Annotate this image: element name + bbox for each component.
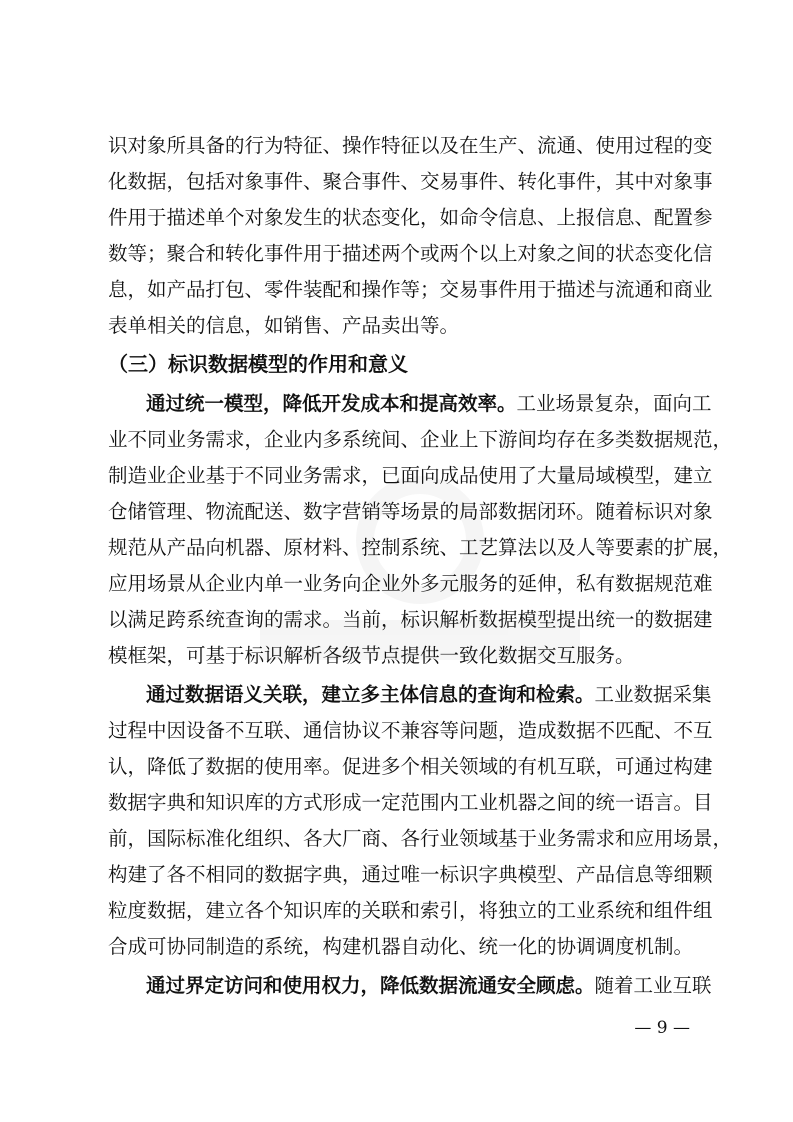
paragraph-lead: 通过统一模型，降低开发成本和提高效率。 bbox=[146, 392, 517, 415]
body-line: 构建了各不相同的数据字典，通过唯一标识字典模型、产品信息等细颗 bbox=[108, 863, 713, 886]
body-line: 认，降低了数据的使用率。促进多个相关领域的有机互联，可通过构建 bbox=[108, 755, 713, 778]
page-number: — 9 — bbox=[634, 1018, 690, 1038]
body-line: 业不同业务需求，企业内多系统间、企业上下游间均存在多类数据规范， bbox=[108, 428, 733, 451]
paragraph-text: 工业场景复杂，面向工 bbox=[516, 392, 712, 415]
body-line: 数据字典和知识库的方式形成一定范围内工业机器之间的统一语言。目 bbox=[108, 791, 713, 814]
body-line: 数等；聚合和转化事件用于描述两个或两个以上对象之间的状态变化信 bbox=[108, 242, 713, 265]
body-line: 制造业企业基于不同业务需求，已面向成品使用了大量局域模型，建立 bbox=[108, 464, 713, 487]
body-line: 合成可协同制造的系统，构建机器自动化、统一化的协调调度机制。 bbox=[108, 935, 694, 958]
paragraph-text: 工业数据采集 bbox=[594, 683, 712, 706]
body-line: 件用于描述单个对象发生的状态变化，如命令信息、上报信息、配置参 bbox=[108, 206, 713, 229]
body-line: 化数据，包括对象事件、聚合事件、交易事件、转化事件，其中对象事 bbox=[108, 170, 713, 193]
body-line: 前，国际标准化组织、各大厂商、各行业领域基于业务需求和应用场景， bbox=[108, 827, 733, 850]
body-line: 表单相关的信息，如销售、产品卖出等。 bbox=[108, 314, 460, 337]
body-line: 粒度数据，建立各个知识库的关联和索引，将独立的工业系统和组件组 bbox=[108, 899, 713, 922]
paragraph-lead: 通过界定访问和使用权力，降低数据流通安全顾虑。 bbox=[146, 974, 595, 997]
paragraph-first-line bbox=[146, 386, 712, 422]
body-line: 模框架，可基于标识解析各级节点提供一致化数据交互服务。 bbox=[108, 644, 635, 667]
body-line: 仓储管理、物流配送、数字营销等场景的局部数据闭环。随着标识对象 bbox=[108, 500, 713, 523]
body-line: 规范从产品向机器、原材料、控制系统、工艺算法以及人等要素的扩展， bbox=[108, 536, 733, 559]
body-line: 过程中因设备不互联、通信协议不兼容等问题，造成数据不匹配、不互 bbox=[108, 719, 713, 742]
paragraph-first-line bbox=[146, 677, 712, 713]
body-line: 以满足跨系统查询的需求。当前，标识解析数据模型提出统一的数据建 bbox=[108, 608, 713, 631]
section-heading: （三）标识数据模型的作用和意义 bbox=[108, 352, 408, 376]
paragraph-first-line bbox=[146, 968, 712, 1004]
paragraph-text: 随着工业互联 bbox=[594, 974, 712, 997]
paragraph-lead: 通过数据语义关联，建立多主体信息的查询和检索。 bbox=[146, 683, 595, 706]
body-line: 息，如产品打包、零件装配和操作等；交易事件用于描述与流通和商业 bbox=[108, 278, 713, 301]
body-line: 识对象所具备的行为特征、操作特征以及在生产、流通、使用过程的变 bbox=[108, 134, 713, 157]
body-line: 应用场景从企业内单一业务向企业外多元服务的延伸，私有数据规范难 bbox=[108, 572, 713, 595]
